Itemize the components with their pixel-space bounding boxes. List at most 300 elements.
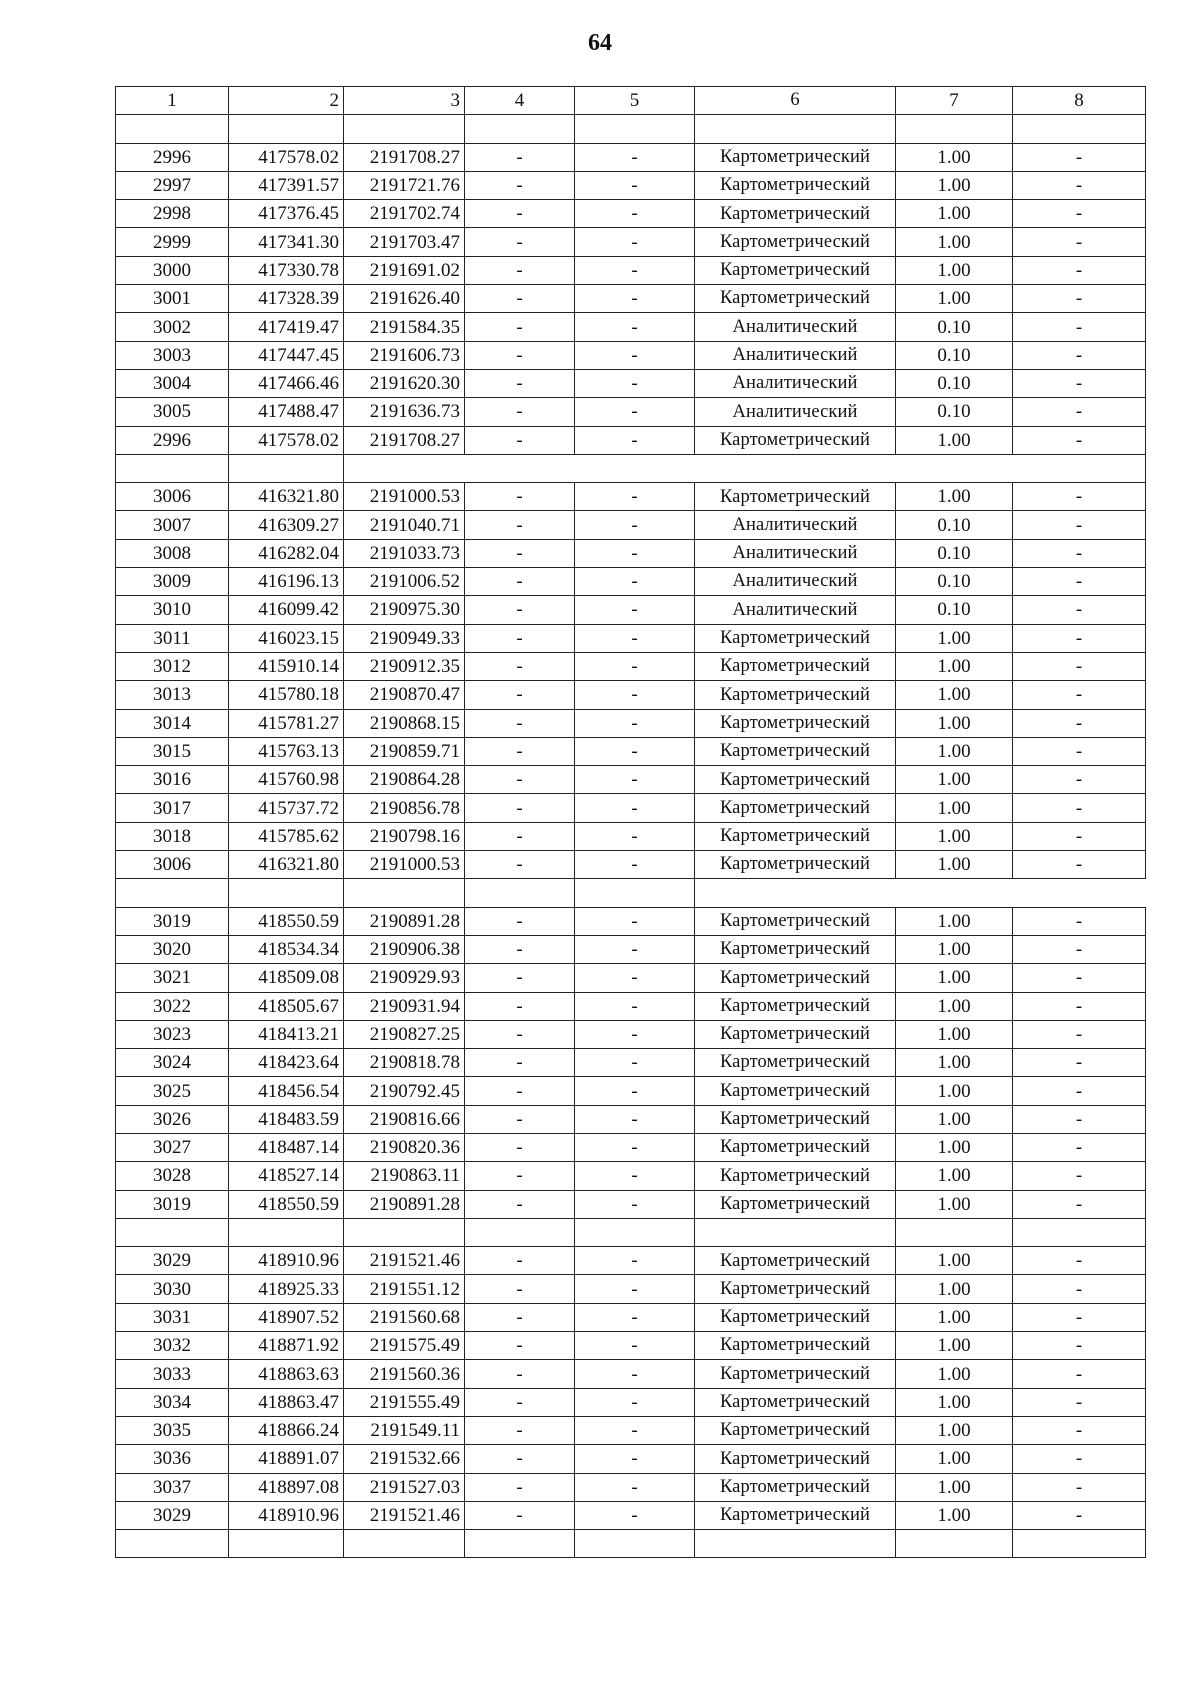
table-cell-col-1: 3012 bbox=[116, 652, 229, 680]
table-cell-col-4: - bbox=[465, 483, 575, 511]
table-cell-col-8: - bbox=[1013, 1501, 1146, 1529]
table-cell-col-5: - bbox=[575, 851, 695, 879]
table-cell-col-3: 2190975.30 bbox=[344, 596, 465, 624]
table-cell-col-7: 0.10 bbox=[896, 341, 1013, 369]
table-cell-col-3: 2190949.33 bbox=[344, 624, 465, 652]
table-cell-col-3: 2191691.02 bbox=[344, 256, 465, 284]
table-cell-col-4: - bbox=[465, 1360, 575, 1388]
table-cell-col-2: 415780.18 bbox=[229, 681, 344, 709]
table-cell-col-5: - bbox=[575, 907, 695, 935]
table-cell-col-7: 1.00 bbox=[896, 1105, 1013, 1133]
table-cell-col-3: 2190863.11 bbox=[344, 1162, 465, 1190]
table-cell-col-3: 2191575.49 bbox=[344, 1332, 465, 1360]
blank-separator-row bbox=[116, 115, 1146, 143]
table-cell-col-3: 2191626.40 bbox=[344, 285, 465, 313]
table-cell-col-2: 418527.14 bbox=[229, 1162, 344, 1190]
table-cell-col-3: 2191000.53 bbox=[344, 483, 465, 511]
table-row bbox=[116, 341, 1146, 369]
table-cell-col-5: - bbox=[575, 1388, 695, 1416]
table-row bbox=[116, 935, 1146, 963]
table-cell-col-1: 3037 bbox=[116, 1473, 229, 1501]
table-cell-col-1: 3026 bbox=[116, 1105, 229, 1133]
table-cell-col-4: - bbox=[465, 1501, 575, 1529]
table-cell-col-4 bbox=[465, 115, 575, 143]
table-cell-col-8: - bbox=[1013, 256, 1146, 284]
table-cell-col-6: Картометрический bbox=[695, 228, 896, 256]
table-cell-col-2: 418863.47 bbox=[229, 1388, 344, 1416]
table-cell-col-7: 1.00 bbox=[896, 1275, 1013, 1303]
table-cell-col-7: 1.00 bbox=[896, 1332, 1013, 1360]
table-cell-col-1: 3036 bbox=[116, 1445, 229, 1473]
table-cell-col-7: 1.00 bbox=[896, 143, 1013, 171]
table-cell-col-4: - bbox=[465, 1247, 575, 1275]
table-cell-col-6: Аналитический bbox=[695, 313, 896, 341]
table-cell-col-3: 2190864.28 bbox=[344, 766, 465, 794]
table-cell-col-4: - bbox=[465, 766, 575, 794]
table-cell-col-6: Картометрический bbox=[695, 483, 896, 511]
table-cell-col-2: 418487.14 bbox=[229, 1133, 344, 1161]
table-cell-col-2 bbox=[229, 454, 344, 482]
table-cell-col-5: - bbox=[575, 1190, 695, 1218]
table-cell-col-3: 2191527.03 bbox=[344, 1473, 465, 1501]
table-cell-col-3: 2191636.73 bbox=[344, 398, 465, 426]
table-cell-col-5: - bbox=[575, 1247, 695, 1275]
table-cell-col-1: 3011 bbox=[116, 624, 229, 652]
table-cell-col-5: - bbox=[575, 369, 695, 397]
table-cell-col-2: 418423.64 bbox=[229, 1049, 344, 1077]
table-cell-col-1: 3001 bbox=[116, 285, 229, 313]
table-cell-col-8: - bbox=[1013, 143, 1146, 171]
table-cell-col-3 bbox=[344, 1530, 465, 1558]
table-cell-col-1: 3023 bbox=[116, 1020, 229, 1048]
table-cell-col-8 bbox=[1013, 1218, 1146, 1246]
table-cell-col-5: - bbox=[575, 568, 695, 596]
table-cell-col-5: - bbox=[575, 398, 695, 426]
table-cell-col-7: 7 bbox=[896, 87, 1013, 115]
table-cell-col-6: Картометрический bbox=[695, 285, 896, 313]
table-cell-col-1: 3029 bbox=[116, 1501, 229, 1529]
table-cell-col-5: - bbox=[575, 935, 695, 963]
table-cell-col-1: 3010 bbox=[116, 596, 229, 624]
table-cell-col-6: Картометрический bbox=[695, 1020, 896, 1048]
table-cell-col-3: 2190868.15 bbox=[344, 709, 465, 737]
table-cell-col-3: 2190792.45 bbox=[344, 1077, 465, 1105]
table-cell-col-1: 3006 bbox=[116, 483, 229, 511]
table-cell-col-6: Картометрический bbox=[695, 851, 896, 879]
table-cell-col-2: 417328.39 bbox=[229, 285, 344, 313]
table-cell-col-3 bbox=[344, 879, 465, 907]
table-cell-col-1: 3006 bbox=[116, 851, 229, 879]
table-cell-col-6 bbox=[695, 1530, 896, 1558]
table-cell-col-6: Картометрический bbox=[695, 935, 896, 963]
table-row bbox=[116, 1020, 1146, 1048]
blank-separator-row bbox=[116, 1218, 1146, 1246]
table-cell-col-1: 3009 bbox=[116, 568, 229, 596]
table-cell-col-8: - bbox=[1013, 369, 1146, 397]
table-cell-col-8: - bbox=[1013, 1275, 1146, 1303]
table-cell-col-6: Аналитический bbox=[695, 568, 896, 596]
table-cell-col-4: - bbox=[465, 652, 575, 680]
table-cell-col-4: - bbox=[465, 398, 575, 426]
table-cell-col-8: - bbox=[1013, 794, 1146, 822]
table-cell-col-6: Картометрический bbox=[695, 681, 896, 709]
table-row bbox=[116, 228, 1146, 256]
table-cell-col-2: 417376.45 bbox=[229, 200, 344, 228]
table-cell-col-1: 3033 bbox=[116, 1360, 229, 1388]
table-cell-col-4: - bbox=[465, 992, 575, 1020]
table-row bbox=[116, 426, 1146, 454]
table-cell-col-2: 415760.98 bbox=[229, 766, 344, 794]
table-cell-col-1: 3030 bbox=[116, 1275, 229, 1303]
table-cell-col-6 bbox=[695, 879, 1146, 907]
table-cell-col-4: - bbox=[465, 596, 575, 624]
table-cell-col-6: Картометрический bbox=[695, 1275, 896, 1303]
table-cell-col-5: - bbox=[575, 1332, 695, 1360]
table-cell-col-4: - bbox=[465, 1020, 575, 1048]
table-cell-col-8: - bbox=[1013, 1020, 1146, 1048]
table-cell-col-7: 1.00 bbox=[896, 681, 1013, 709]
table-cell-col-2: 418910.96 bbox=[229, 1501, 344, 1529]
table-cell-col-3: 2191532.66 bbox=[344, 1445, 465, 1473]
table-cell-col-5: - bbox=[575, 1275, 695, 1303]
table-cell-col-4: - bbox=[465, 341, 575, 369]
table-cell-col-8: - bbox=[1013, 1332, 1146, 1360]
table-cell-col-1: 2996 bbox=[116, 143, 229, 171]
table-cell-col-3: 2191560.68 bbox=[344, 1303, 465, 1331]
table-cell-col-1: 3035 bbox=[116, 1416, 229, 1444]
table-cell-col-7: 1.00 bbox=[896, 1190, 1013, 1218]
table-cell-col-6: Аналитический bbox=[695, 539, 896, 567]
table-cell-col-8: - bbox=[1013, 822, 1146, 850]
table-cell-col-1: 3014 bbox=[116, 709, 229, 737]
table-cell-col-6: Картометрический bbox=[695, 1416, 896, 1444]
table-cell-col-7: 1.00 bbox=[896, 737, 1013, 765]
table-cell-col-3: 2191702.74 bbox=[344, 200, 465, 228]
table-cell-col-2: 418483.59 bbox=[229, 1105, 344, 1133]
table-cell-col-2: 417578.02 bbox=[229, 143, 344, 171]
table-cell-col-1: 3019 bbox=[116, 907, 229, 935]
table-row bbox=[116, 398, 1146, 426]
table-cell-col-3: 2190816.66 bbox=[344, 1105, 465, 1133]
table-cell-col-7 bbox=[896, 1218, 1013, 1246]
table-cell-col-2: 418863.63 bbox=[229, 1360, 344, 1388]
table-cell-col-3: 2191521.46 bbox=[344, 1247, 465, 1275]
table-cell-col-2: 417341.30 bbox=[229, 228, 344, 256]
table-cell-col-6: Картометрический bbox=[695, 1332, 896, 1360]
table-cell-col-2: 418925.33 bbox=[229, 1275, 344, 1303]
table-cell-col-4 bbox=[465, 1530, 575, 1558]
table-cell-col-4: - bbox=[465, 1473, 575, 1501]
table-cell-col-7: 1.00 bbox=[896, 200, 1013, 228]
table-cell-col-6: Картометрический bbox=[695, 143, 896, 171]
table-cell-col-3: 2190856.78 bbox=[344, 794, 465, 822]
table-cell-col-6: Картометрический bbox=[695, 1388, 896, 1416]
table-cell-col-7: 1.00 bbox=[896, 256, 1013, 284]
table-cell-col-3: 2191006.52 bbox=[344, 568, 465, 596]
table-cell-col-4 bbox=[465, 1218, 575, 1246]
table-cell-col-8: - bbox=[1013, 652, 1146, 680]
table-cell-col-4: - bbox=[465, 369, 575, 397]
table-row bbox=[116, 313, 1146, 341]
table-cell-col-5 bbox=[575, 115, 695, 143]
table-cell-col-1: 3005 bbox=[116, 398, 229, 426]
table-cell-col-6: Картометрический bbox=[695, 1133, 896, 1161]
table-cell-col-5: - bbox=[575, 200, 695, 228]
table-cell-col-6 bbox=[695, 1218, 896, 1246]
table-cell-col-6: Картометрический bbox=[695, 822, 896, 850]
table-row bbox=[116, 737, 1146, 765]
table-cell-col-7: 0.10 bbox=[896, 511, 1013, 539]
table-row bbox=[116, 568, 1146, 596]
blank-separator-row bbox=[116, 454, 1146, 482]
table-cell-col-7: 1.00 bbox=[896, 652, 1013, 680]
table-cell-col-8: - bbox=[1013, 1388, 1146, 1416]
table-cell-col-8: - bbox=[1013, 1247, 1146, 1275]
table-cell-col-5: - bbox=[575, 1105, 695, 1133]
table-cell-col-6: Картометрический bbox=[695, 1190, 896, 1218]
table-cell-col-6: Картометрический bbox=[695, 766, 896, 794]
table-cell-col-1 bbox=[116, 1218, 229, 1246]
table-cell-col-6: Картометрический bbox=[695, 256, 896, 284]
table-cell-col-3: 2191555.49 bbox=[344, 1388, 465, 1416]
table-cell-col-5: - bbox=[575, 1416, 695, 1444]
table-cell-col-8: - bbox=[1013, 398, 1146, 426]
table-cell-col-5: - bbox=[575, 285, 695, 313]
table-cell-col-5: - bbox=[575, 1133, 695, 1161]
table-cell-col-2 bbox=[229, 115, 344, 143]
table-cell-col-5: - bbox=[575, 737, 695, 765]
table-cell-col-5 bbox=[575, 1218, 695, 1246]
table-cell-col-5: - bbox=[575, 964, 695, 992]
table-cell-col-1 bbox=[116, 879, 229, 907]
table-cell-col-3: 2190798.16 bbox=[344, 822, 465, 850]
table-cell-col-7: 1.00 bbox=[896, 1049, 1013, 1077]
table-cell-col-7 bbox=[896, 1530, 1013, 1558]
table-cell-col-8: - bbox=[1013, 1416, 1146, 1444]
table-cell-col-3: 2191721.76 bbox=[344, 171, 465, 199]
table-cell-blank-span bbox=[344, 454, 1146, 482]
table-cell-col-1: 3031 bbox=[116, 1303, 229, 1331]
table-cell-col-3: 2191620.30 bbox=[344, 369, 465, 397]
table-cell-col-2: 416321.80 bbox=[229, 483, 344, 511]
table-cell-col-1: 2999 bbox=[116, 228, 229, 256]
table-cell-col-7: 0.10 bbox=[896, 568, 1013, 596]
table-cell-col-8: - bbox=[1013, 1445, 1146, 1473]
table-cell-col-3: 2191000.53 bbox=[344, 851, 465, 879]
table-cell-col-3: 2191606.73 bbox=[344, 341, 465, 369]
table-row bbox=[116, 907, 1146, 935]
table-cell-col-3: 2190870.47 bbox=[344, 681, 465, 709]
table-cell-col-7: 1.00 bbox=[896, 851, 1013, 879]
table-cell-col-6: 6 bbox=[695, 87, 896, 115]
table-cell-col-3: 2191033.73 bbox=[344, 539, 465, 567]
table-cell-col-6: Картометрический bbox=[695, 794, 896, 822]
table-cell-col-2: 415781.27 bbox=[229, 709, 344, 737]
coordinates-table bbox=[115, 86, 1146, 1558]
table-cell-col-3: 2191703.47 bbox=[344, 228, 465, 256]
table-cell-col-5: - bbox=[575, 313, 695, 341]
table-cell-col-8: - bbox=[1013, 1049, 1146, 1077]
table-cell-col-6: Картометрический bbox=[695, 1162, 896, 1190]
table-row bbox=[116, 794, 1146, 822]
table-cell-col-6: Картометрический bbox=[695, 200, 896, 228]
table-cell-col-2: 418509.08 bbox=[229, 964, 344, 992]
table-cell-col-6: Картометрический bbox=[695, 709, 896, 737]
table-cell-col-3: 2191549.11 bbox=[344, 1416, 465, 1444]
table-cell-col-7: 0.10 bbox=[896, 539, 1013, 567]
table-cell-col-6: Картометрический bbox=[695, 992, 896, 1020]
table-cell-col-3: 2190891.28 bbox=[344, 1190, 465, 1218]
table-cell-col-5: - bbox=[575, 1049, 695, 1077]
table-row bbox=[116, 483, 1146, 511]
table-row bbox=[116, 369, 1146, 397]
table-cell-col-6: Картометрический bbox=[695, 1360, 896, 1388]
table-cell-col-1: 3032 bbox=[116, 1332, 229, 1360]
table-cell-col-7: 1.00 bbox=[896, 1501, 1013, 1529]
table-cell-col-4: - bbox=[465, 1190, 575, 1218]
table-cell-col-4: - bbox=[465, 935, 575, 963]
table-row bbox=[116, 1133, 1146, 1161]
table-cell-col-1: 3029 bbox=[116, 1247, 229, 1275]
table-cell-col-7: 1.00 bbox=[896, 822, 1013, 850]
table-cell-col-3: 2190912.35 bbox=[344, 652, 465, 680]
table-cell-col-4: - bbox=[465, 1162, 575, 1190]
table-cell-col-3: 2190891.28 bbox=[344, 907, 465, 935]
table-cell-col-7: 1.00 bbox=[896, 935, 1013, 963]
table-cell-col-5: - bbox=[575, 1473, 695, 1501]
table-row bbox=[116, 992, 1146, 1020]
table-cell-col-6: Картометрический bbox=[695, 737, 896, 765]
table-row bbox=[116, 851, 1146, 879]
table-cell-col-8: - bbox=[1013, 992, 1146, 1020]
table-cell-col-8: - bbox=[1013, 681, 1146, 709]
table-cell-col-1: 2996 bbox=[116, 426, 229, 454]
table-row bbox=[116, 1077, 1146, 1105]
table-cell-col-5: - bbox=[575, 1445, 695, 1473]
table-cell-col-7: 1.00 bbox=[896, 483, 1013, 511]
table-cell-col-4: - bbox=[465, 794, 575, 822]
table-cell-col-6: Картометрический bbox=[695, 1473, 896, 1501]
table-cell-col-4: - bbox=[465, 1077, 575, 1105]
table-cell-col-4: - bbox=[465, 426, 575, 454]
table-cell-col-3 bbox=[344, 1218, 465, 1246]
table-cell-col-8: - bbox=[1013, 1360, 1146, 1388]
table-cell-col-3: 2191551.12 bbox=[344, 1275, 465, 1303]
table-cell-col-2: 417330.78 bbox=[229, 256, 344, 284]
table-cell-col-4 bbox=[465, 879, 575, 907]
table-cell-col-3: 2191584.35 bbox=[344, 313, 465, 341]
table-cell-col-2: 418534.34 bbox=[229, 935, 344, 963]
table-cell-col-4: - bbox=[465, 285, 575, 313]
table-cell-col-7: 1.00 bbox=[896, 992, 1013, 1020]
table-cell-col-4: - bbox=[465, 1105, 575, 1133]
table-cell-col-2: 418413.21 bbox=[229, 1020, 344, 1048]
table-cell-col-1: 3027 bbox=[116, 1133, 229, 1161]
table-cell-col-2: 418907.52 bbox=[229, 1303, 344, 1331]
table-cell-col-8: - bbox=[1013, 964, 1146, 992]
table-cell-col-8: - bbox=[1013, 568, 1146, 596]
table-row bbox=[116, 1275, 1146, 1303]
table-cell-col-2: 418505.67 bbox=[229, 992, 344, 1020]
table-cell-col-8: - bbox=[1013, 935, 1146, 963]
table-cell-col-5: - bbox=[575, 1303, 695, 1331]
table-cell-col-2: 417447.45 bbox=[229, 341, 344, 369]
table-cell-col-6: Картометрический bbox=[695, 1105, 896, 1133]
table-cell-col-2: 416321.80 bbox=[229, 851, 344, 879]
table-cell-col-6: Картометрический bbox=[695, 1445, 896, 1473]
table-cell-col-4: - bbox=[465, 1332, 575, 1360]
table-cell-col-5: - bbox=[575, 511, 695, 539]
table-cell-col-8: - bbox=[1013, 171, 1146, 199]
table-cell-col-8: - bbox=[1013, 851, 1146, 879]
table-cell-col-3: 2190906.38 bbox=[344, 935, 465, 963]
table-cell-col-7: 1.00 bbox=[896, 285, 1013, 313]
table-cell-col-8: - bbox=[1013, 737, 1146, 765]
table-cell-col-2: 416309.27 bbox=[229, 511, 344, 539]
table-cell-col-4: - bbox=[465, 851, 575, 879]
table-cell-col-7: 1.00 bbox=[896, 1162, 1013, 1190]
table-cell-col-6: Картометрический bbox=[695, 964, 896, 992]
table-cell-col-7: 1.00 bbox=[896, 1445, 1013, 1473]
table-cell-col-7: 1.00 bbox=[896, 964, 1013, 992]
table-cell-col-8: - bbox=[1013, 426, 1146, 454]
table-cell-col-1: 3013 bbox=[116, 681, 229, 709]
table-cell-col-4: - bbox=[465, 1275, 575, 1303]
table-row bbox=[116, 200, 1146, 228]
table-cell-col-2: 418871.92 bbox=[229, 1332, 344, 1360]
table-cell-col-4: - bbox=[465, 709, 575, 737]
table-row bbox=[116, 1445, 1146, 1473]
table-cell-col-2: 416099.42 bbox=[229, 596, 344, 624]
table-cell-col-5: - bbox=[575, 1360, 695, 1388]
table-cell-col-8: - bbox=[1013, 1190, 1146, 1218]
table-cell-col-4: - bbox=[465, 200, 575, 228]
table-cell-col-5: - bbox=[575, 596, 695, 624]
table-row bbox=[116, 511, 1146, 539]
table-cell-col-7: 1.00 bbox=[896, 1077, 1013, 1105]
table-cell-col-2: 415763.13 bbox=[229, 737, 344, 765]
table-cell-col-4: - bbox=[465, 1388, 575, 1416]
table-cell-col-5: - bbox=[575, 766, 695, 794]
table-cell-col-4: - bbox=[465, 681, 575, 709]
table-cell-col-1: 3016 bbox=[116, 766, 229, 794]
table-cell-col-3: 2191708.27 bbox=[344, 426, 465, 454]
table-cell-col-4: - bbox=[465, 822, 575, 850]
table-row bbox=[116, 1360, 1146, 1388]
table-row bbox=[116, 256, 1146, 284]
table-cell-col-8: - bbox=[1013, 1162, 1146, 1190]
table-row bbox=[116, 171, 1146, 199]
table-cell-col-4: - bbox=[465, 256, 575, 284]
table-cell-col-7: 1.00 bbox=[896, 1416, 1013, 1444]
table-cell-col-1: 3034 bbox=[116, 1388, 229, 1416]
table-row bbox=[116, 1332, 1146, 1360]
table-cell-col-1: 3002 bbox=[116, 313, 229, 341]
table-cell-col-6: Картометрический bbox=[695, 1247, 896, 1275]
table-cell-col-8: - bbox=[1013, 709, 1146, 737]
table-cell-col-4: - bbox=[465, 1133, 575, 1161]
table-cell-col-3: 2191521.46 bbox=[344, 1501, 465, 1529]
table-cell-col-2: 417578.02 bbox=[229, 426, 344, 454]
table-cell-col-6: Аналитический bbox=[695, 341, 896, 369]
table-cell-col-4: - bbox=[465, 737, 575, 765]
table-cell-col-1: 3004 bbox=[116, 369, 229, 397]
table-cell-col-1 bbox=[116, 454, 229, 482]
table-cell-col-2: 418866.24 bbox=[229, 1416, 344, 1444]
table-cell-col-7: 1.00 bbox=[896, 1020, 1013, 1048]
table-cell-col-1: 1 bbox=[116, 87, 229, 115]
table-row bbox=[116, 596, 1146, 624]
